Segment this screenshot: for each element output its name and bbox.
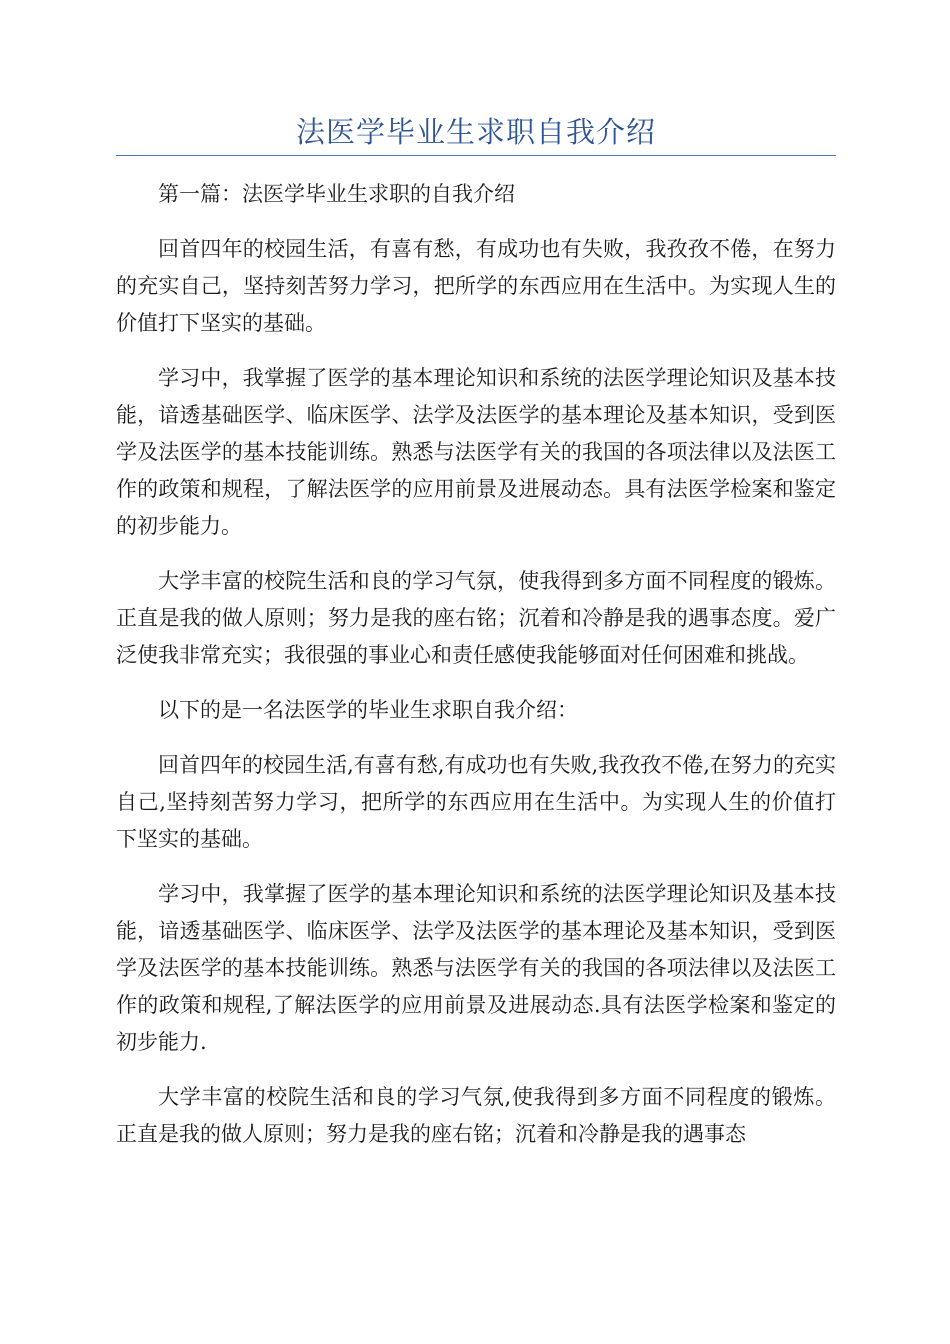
paragraph: 回首四年的校园生活,有喜有愁,有成功也有失败,我孜孜不倦,在努力的充实自己,坚持刻苦努力学习，把所学的东西应用在生活中。为实现人生的价值打下坚实的基础。 bbox=[116, 753, 836, 851]
paragraph: 大学丰富的校院生活和良的学习气氛,使我得到多方面不同程度的锻炼。正直是我的做人原则；努力是我的座右铭；沉着和冷静是我的遇事态 bbox=[116, 1085, 836, 1146]
title-underline bbox=[116, 155, 836, 156]
paragraph: 以下的是一名法医学的毕业生求职自我介绍： bbox=[158, 698, 578, 722]
paragraph-section-heading: 第一篇：法医学毕业生求职的自我介绍 bbox=[158, 182, 515, 206]
paragraph: 大学丰富的校院生活和良的学习气氛，使我得到多方面不同程度的锻炼。正直是我的做人原则；努力是我的座右铭；沉着和冷静是我的遇事态度。爱广泛使我非常充实；我很强的事业心和责任感使我能够面对任何困难和挑战。 bbox=[116, 569, 836, 667]
document-title: 法医学毕业生求职自我介绍 bbox=[295, 115, 656, 149]
document-body bbox=[116, 176, 836, 1153]
paragraph: 学习中，我掌握了医学的基本理论知识和系统的法医学理论知识及基本技能，谙透基础医学、临床医学、法学及法医学的基本理论及基本知识，受到医学及法医学的基本技能训练。熟悉与法医学有关的我国的各项法律以及法医工作的政策和规程，了解法医学的应用前景及进展动态。具有法医学检案和鉴定的初步能力。 bbox=[116, 366, 836, 538]
document-page bbox=[116, 0, 836, 1344]
paragraph: 学习中，我掌握了医学的基本理论知识和系统的法医学理论知识及基本技能，谙透基础医学、临床医学、法学及法医学的基本理论及基本知识，受到医学及法医学的基本技能训练。熟悉与法医学有关的我国的各项法律以及法医工作的政策和规程,了解法医学的应用前景及进展动态.具有法医学检案和鉴定的初步能力. bbox=[116, 882, 836, 1054]
paragraph: 回首四年的校园生活，有喜有愁，有成功也有失败，我孜孜不倦，在努力的充实自己，坚持刻苦努力学习，把所学的东西应用在生活中。为实现人生的价值打下坚实的基础。 bbox=[116, 237, 836, 335]
